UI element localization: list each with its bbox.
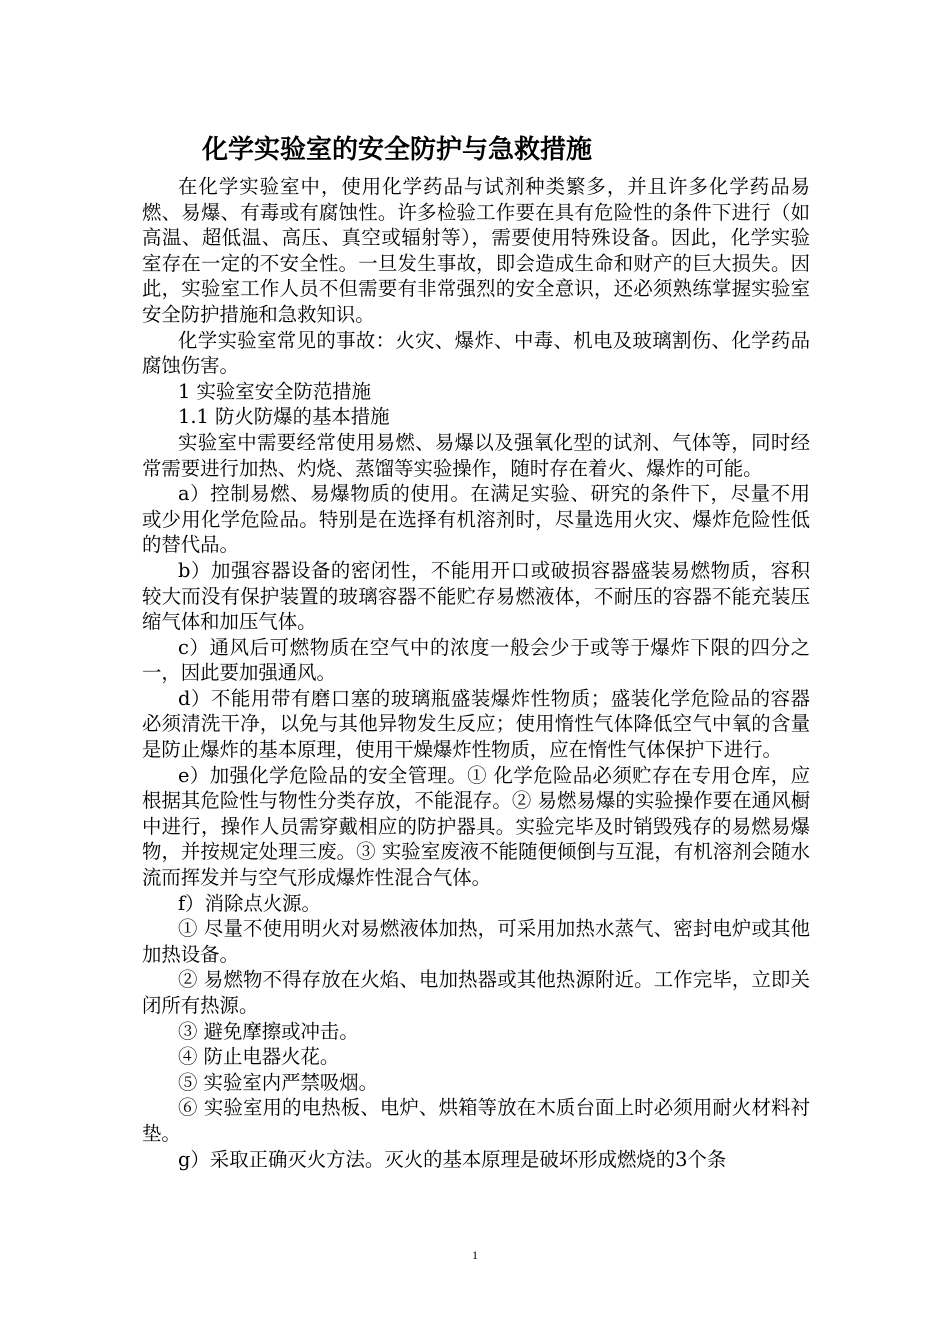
document-title: 化学实验室的安全防护与急救措施 — [202, 135, 593, 165]
sub-item-2: ② 易燃物不得存放在火焰、电加热器或其他热源附近。工作完毕，立即关闭所有热源。 — [142, 968, 810, 1017]
section-heading-1-1: 1.1 防火防爆的基本措施 — [178, 405, 390, 429]
sub-item-6: ⑥ 实验室用的电热板、电炉、烘箱等放在木质台面上时必须用耐火材料衬垫。 — [142, 1096, 810, 1145]
sub-item-4: ④ 防止电器火花。 — [178, 1045, 340, 1069]
paragraph-common-accidents: 化学实验室常见的事故：火灾、爆炸、中毒、机电及玻璃割伤、化学药品腐蚀伤害。 — [142, 328, 810, 378]
list-item-g: g）采取正确灭火方法。灭火的基本原理是破坏形成燃烧的3个条 — [178, 1147, 727, 1171]
sub-item-1: ① 尽量不使用明火对易燃液体加热，可采用加热水蒸气、密封电炉或其他加热设备。 — [142, 917, 810, 966]
list-item-f: f）消除点火源。 — [178, 891, 321, 915]
paragraph-fire-explosion-risk: 实验室中需要经常使用易燃、易爆以及强氧化型的试剂、气体等，同时经常需要进行加热、灼烧、蒸馏等实验操作，随时存在着火、爆炸的可能。 — [142, 430, 810, 480]
paragraph-intro: 在化学实验室中，使用化学药品与试剂种类繁多，并且许多化学药品易燃、易爆、有毒或有腐蚀性。许多检验工作要在具有危险性的条件下进行（如高温、超低温、高压、真空或辐射等），需要使用特殊设备。因此，化学实验室存在一定的不安全性。一旦发生事故，即会造成生命和财产的巨大损失。因此，实验室工作人员不但需要有非常强烈的安全意识，还必须熟练掌握实验室安全防护措施和急救知识。 — [142, 175, 810, 326]
list-item-e: e）加强化学危险品的安全管理。① 化学危险品必须贮存在专用仓库，应根据其危险性与物性分类存放，不能混存。② 易燃易爆的实验操作要在通风橱中进行，操作人员需穿戴相应的防护器具。实验完毕及时销毁残存的易燃易爆物，并按规定处理三废。③ 实验室废液不能随便倾倒与互混，有机溶剂会随水流而挥发并与空气形成爆炸性混合气体。 — [142, 763, 810, 890]
section-heading-1: 1 实验室安全防范措施 — [178, 379, 372, 403]
list-item-a: a）控制易燃、易爆物质的使用。在满足实验、研究的条件下，尽量不用或少用化学危险品。特别是在选择有机溶剂时，尽量选用火灾、爆炸危险性低的替代品。 — [142, 482, 810, 557]
sub-item-3: ③ 避免摩擦或冲击。 — [178, 1019, 359, 1043]
list-item-c: c）通风后可燃物质在空气中的浓度一般会少于或等于爆炸下限的四分之一，因此要加强通风。 — [142, 635, 810, 685]
list-item-d: d）不能用带有磨口塞的玻璃瓶盛装爆炸性物质；盛装化学危险品的容器必须清洗干净，以免与其他异物发生反应；使用惰性气体降低空气中氧的含量是防止爆炸的基本原理，使用干燥爆炸性物质，应在惰性气体保护下进行。 — [142, 686, 810, 762]
list-item-b: b）加强容器设备的密闭性，不能用开口或破损容器盛装易燃物质，容积较大而没有保护装置的玻璃容器不能贮存易燃液体，不耐压的容器不能充装压缩气体和加压气体。 — [142, 558, 810, 634]
document-body — [142, 174, 810, 1172]
page-number: 1 — [472, 1248, 478, 1262]
sub-item-5: ⑤ 实验室内严禁吸烟。 — [178, 1070, 379, 1094]
